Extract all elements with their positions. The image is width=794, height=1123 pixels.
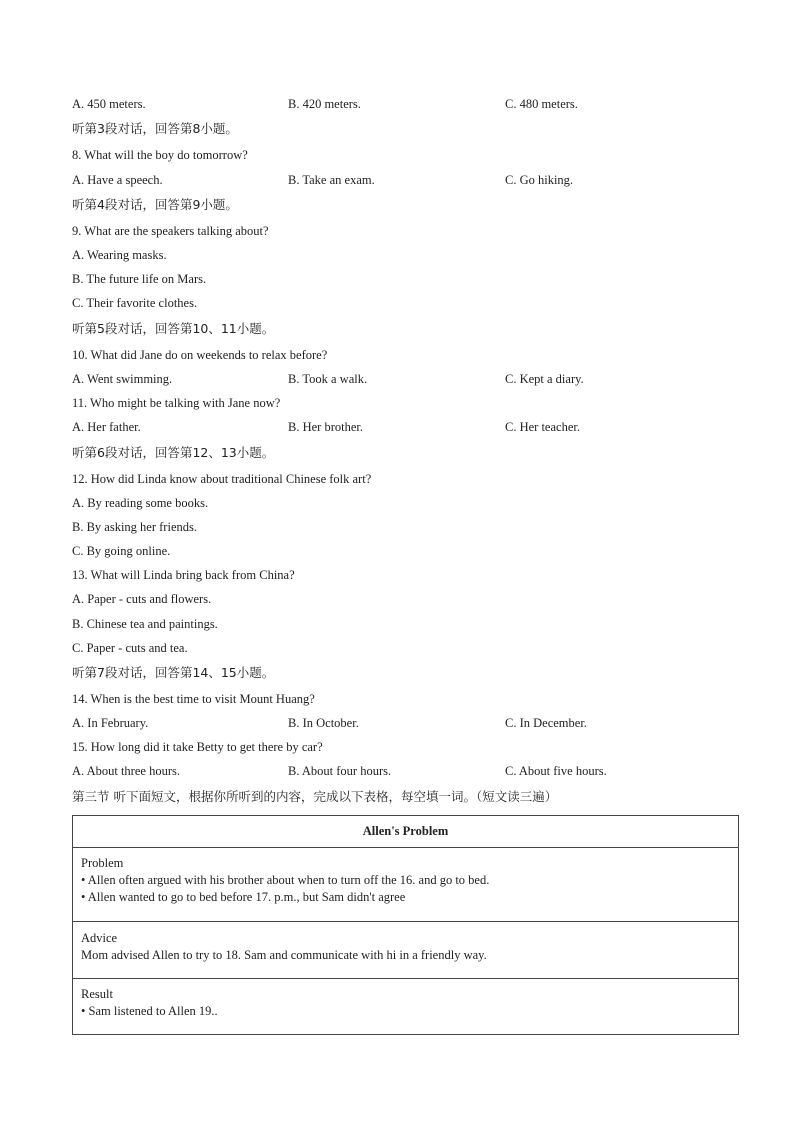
section-instruction-7: 听第7段对话，回答第14、15小题。 <box>72 665 275 680</box>
q9-option-b: B. The future life on Mars. <box>72 272 207 286</box>
q15-option-c: C. About five hours. <box>505 764 607 778</box>
result-line-1: • Sam listened to Allen 19.. <box>81 1004 218 1018</box>
q9-option-a: A. Wearing masks. <box>72 248 167 262</box>
q7-option-c: C. 480 meters. <box>505 97 578 111</box>
result-label: Result <box>81 987 113 1001</box>
q10-option-b: B. Took a walk. <box>288 372 368 386</box>
q13-option-b: B. Chinese tea and paintings. <box>72 617 218 631</box>
section-instruction-6: 听第6段对话，回答第12、13小题。 <box>72 445 275 460</box>
q10-option-c: C. Kept a diary. <box>505 372 584 386</box>
q10-option-a: A. Went swimming. <box>72 372 173 386</box>
q13-question: 13. What will Linda bring back from China? <box>72 568 295 582</box>
q13-option-c: C. Paper - cuts and tea. <box>72 641 188 655</box>
q11-question: 11. Who might be talking with Jane now? <box>72 396 281 410</box>
q9-option-c: C. Their favorite clothes. <box>72 296 198 310</box>
q7-option-b: B. 420 meters. <box>288 97 361 111</box>
q11-option-b: B. Her brother. <box>288 420 363 434</box>
allens-problem-table <box>72 815 739 1035</box>
q14-option-b: B. In October. <box>288 716 359 730</box>
q8-option-a: A. Have a speech. <box>72 173 163 187</box>
q12-option-a: A. By reading some books. <box>72 496 209 510</box>
q14-question: 14. When is the best time to visit Mount Huang? <box>72 692 315 706</box>
q12-question: 12. How did Linda know about traditional Chinese folk art? <box>72 472 372 486</box>
section-instruction-3: 听第3段对话，回答第8小题。 <box>72 121 238 136</box>
q15-option-a: A. About three hours. <box>72 764 180 778</box>
q10-question: 10. What did Jane do on weekends to relax before? <box>72 348 328 362</box>
q11-option-a: A. Her father. <box>72 420 141 434</box>
section-3-instruction: 第三节 听下面短文，根据你所听到的内容，完成以下表格，每空填一词。（短文读三遍） <box>72 789 558 804</box>
problem-cell <box>73 848 739 922</box>
advice-line-1: Mom advised Allen to try to 18. Sam and communicate with hi in a friendly way. <box>81 948 487 962</box>
advice-label: Advice <box>81 931 118 945</box>
q14-option-a: A. In February. <box>72 716 149 730</box>
advice-cell <box>73 922 739 979</box>
q8-question: 8. What will the boy do tomorrow? <box>72 148 248 162</box>
q9-question: 9. What are the speakers talking about? <box>72 224 269 238</box>
q12-option-c: C. By going online. <box>72 544 171 558</box>
q15-question: 15. How long did it take Betty to get there by car? <box>72 740 323 754</box>
q11-option-c: C. Her teacher. <box>505 420 580 434</box>
problem-line-2: • Allen wanted to go to bed before 17. p.m., but Sam didn't agree <box>81 890 406 904</box>
problem-label: Problem <box>81 856 124 870</box>
q7-option-a: A. 450 meters. <box>72 97 146 111</box>
section-instruction-5: 听第5段对话，回答第10、11小题。 <box>72 321 275 336</box>
q8-option-c: C. Go hiking. <box>505 173 574 187</box>
q8-option-b: B. Take an exam. <box>288 173 375 187</box>
q14-option-c: C. In December. <box>505 716 587 730</box>
q12-option-b: B. By asking her friends. <box>72 520 197 534</box>
table-title: Allen's Problem <box>73 816 739 848</box>
q13-option-a: A. Paper - cuts and flowers. <box>72 592 212 606</box>
q15-option-b: B. About four hours. <box>288 764 392 778</box>
result-cell <box>73 979 739 1035</box>
problem-line-1: • Allen often argued with his brother about when to turn off the 16. and go to bed. <box>81 873 490 887</box>
section-instruction-4: 听第4段对话，回答第9小题。 <box>72 197 238 212</box>
